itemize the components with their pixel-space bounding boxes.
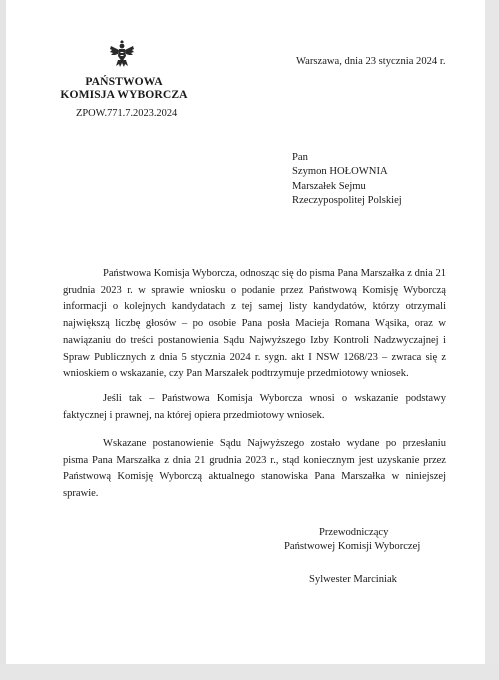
signatory-title-line-1: Przewodniczący bbox=[319, 527, 389, 538]
addressee-line-1: Pan bbox=[292, 152, 308, 163]
background-edge-right bbox=[485, 0, 499, 680]
body-paragraph-3: Wskazane postanowienie Sądu Najwyższego zostało wydane po przesłaniu pisma Pana Marszałka z dnia 21 grudnia 2023 r., stąd koniecznym jest uzyskanie przez Państwową Komisję Wyborczą aktualnego stanowiska Pana Marszałka w niniejszej sprawie. bbox=[63, 438, 446, 500]
addressee-line-3: Marszałek Sejmu bbox=[292, 181, 366, 192]
body-paragraph-2: Jeśli tak – Państwowa Komisja Wyborcza wnosi o wskazanie podstawy faktycznej i prawnej, na której opiera przedmiotowy wniosek. bbox=[63, 393, 446, 421]
signatory-name: Sylwester Marciniak bbox=[309, 574, 397, 585]
signatory-title-line-2: Państwowej Komisji Wyborczej bbox=[284, 541, 421, 552]
polish-eagle-emblem-icon bbox=[109, 40, 135, 70]
letter-page bbox=[6, 0, 485, 664]
place-and-date: Warszawa, dnia 23 stycznia 2024 r. bbox=[296, 56, 446, 67]
addressee-line-2: Szymon HOŁOWNIA bbox=[292, 166, 388, 177]
body-paragraph-1: Państwowa Komisja Wyborcza, odnosząc się do pisma Pana Marszałka z dnia 21 grudnia 2023 r. w sprawie wniosku o podanie przez Państwową Komisję Wyborczą informacji o kolejnych kandydatach z tej samej listy kandydatów, którzy otrzymali największą liczbę głosów – po osobie Pana posła Macieja Romana Wąsika, oraz w nawiązaniu do treści postanowienia Sądu Najwyższego Izby Kontroli Nadzwyczajnej i Spraw Publicznych z dnia 5 stycznia 2024 r. sygn. akt I NSW 1268/23 – zwraca się z wnioskiem o wskazanie, czy Pan Marszałek podtrzymuje przedmiotowy wniosek. bbox=[63, 268, 446, 380]
reference-number: ZPOW.771.7.2023.2024 bbox=[76, 108, 178, 119]
institution-name-line-2: KOMISJA WYBORCZA bbox=[60, 88, 188, 101]
addressee-line-4: Rzeczypospolitej Polskiej bbox=[292, 195, 402, 206]
background-edge-bottom bbox=[0, 664, 499, 680]
institution-name-line-1: PAŃSTWOWA bbox=[85, 75, 163, 88]
